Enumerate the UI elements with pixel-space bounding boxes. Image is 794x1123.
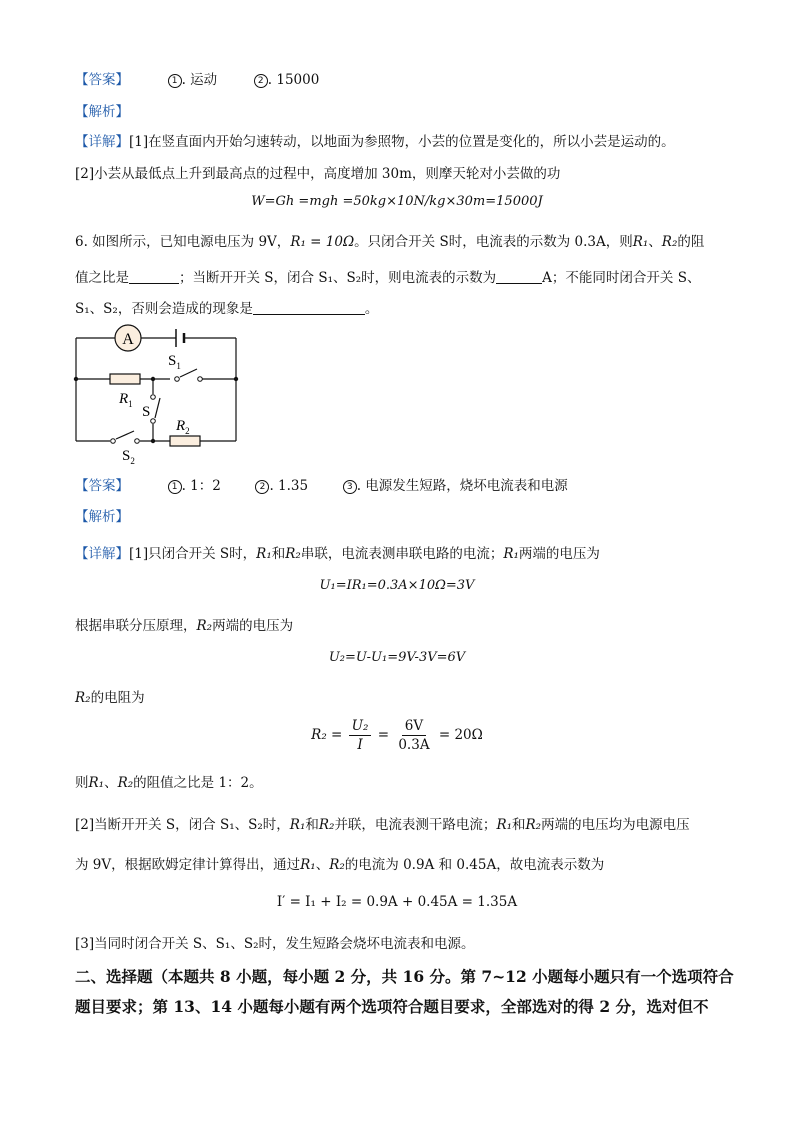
answer-3: . 电源发生短路，烧坏电流表和电源 xyxy=(356,478,568,494)
q6-detail-3 xyxy=(75,686,145,706)
circled-number-1: 1 xyxy=(168,74,182,88)
r1-symbol: R₁ xyxy=(632,234,649,250)
detail-text: 并联，电流表测干路电流； xyxy=(334,817,497,833)
detail-tag: 【详解】 xyxy=(75,134,129,150)
q5-formula: W=Gh =mgh =50kg×10N/kg×30m=15000J xyxy=(251,194,543,209)
q5-detail-1 xyxy=(75,130,675,150)
detail-text: 和 xyxy=(305,817,319,833)
r1-value: R₁ = 10Ω xyxy=(290,234,355,250)
r2-symbol: R₂ xyxy=(525,817,542,833)
analysis-tag: 【解析】 xyxy=(75,509,129,525)
detail-text: 为 9V，根据欧姆定律计算得出，通过 xyxy=(75,857,301,873)
answer-blank-2 xyxy=(496,271,542,284)
detail-text: 的阻值之比是 1：2。 xyxy=(133,775,263,791)
fraction-6v-over-03a: $\frac{6V}{0.3A}$ xyxy=(398,718,430,753)
detail-text: 的电流为 0.9A 和 0.45A，故电流表示数为 xyxy=(344,857,605,873)
answer-blank-1 xyxy=(129,271,179,284)
answer-blank-3 xyxy=(253,302,365,315)
answer-1: . 运动 xyxy=(181,72,218,88)
stem-text: 值之比是 xyxy=(75,270,129,286)
detail-text: 串联，电流表测串联电路的电流； xyxy=(300,546,504,562)
r2-symbol: R₂ xyxy=(329,857,345,873)
section-2-heading-line-2: 题目要求；第 13、14 小题每小题有两个选项符合题目要求，全部选对的得 2 分，选对但不 xyxy=(75,997,709,1016)
q6-answer-line xyxy=(75,474,568,494)
detail-text: [2]当断开开关 S，闭合 S₁、S₂时， xyxy=(75,817,290,833)
circuit-diagram xyxy=(60,318,260,468)
stem-text: S₁、S₂，否则会造成的现象是 xyxy=(75,301,253,317)
equation-r2 xyxy=(0,717,794,754)
r2-symbol: R₂ xyxy=(285,546,301,562)
r2-symbol: R₂ xyxy=(117,775,134,791)
eq-rhs: = 20Ω xyxy=(438,727,483,743)
r1-symbol: R₁ xyxy=(88,775,105,791)
answer-2: . 15000 xyxy=(267,72,320,88)
r1-symbol: R₁ xyxy=(496,817,513,833)
q6-stem-line-3 xyxy=(75,297,378,317)
analysis-tag: 【解析】 xyxy=(75,104,129,120)
q6-detail-2 xyxy=(75,614,293,634)
detail-tag: 【详解】 xyxy=(75,546,129,562)
r1-symbol: R₁ xyxy=(503,546,519,562)
circled-number-1: 1 xyxy=(168,480,182,494)
detail-text: [1]只闭合开关 S时， xyxy=(129,546,257,562)
answer-1: . 1：2 xyxy=(181,478,221,494)
stem-text: 6. 如图所示，已知电源电压为 9V， xyxy=(75,234,291,250)
detail-text: 和 xyxy=(512,817,526,833)
stem-text: 、 xyxy=(648,234,662,250)
r1-symbol: R₁ xyxy=(289,817,306,833)
equation-u1: U₁=IR₁=0.3A×10Ω=3V xyxy=(319,578,475,593)
r2-symbol: R₂ xyxy=(75,690,91,706)
detail-text: 两端的电压均为电源电压 xyxy=(541,817,690,833)
q6-stem-line-1 xyxy=(75,230,704,250)
label-r1: $R_1$ xyxy=(119,391,133,409)
resistor-r2 xyxy=(170,436,200,446)
fraction-u2-over-i: $\frac{\text{U₂}}{I}$ xyxy=(349,717,372,754)
ammeter-label: A xyxy=(122,331,134,348)
q5-answer-line xyxy=(75,68,319,88)
answer-tag: 【答案】 xyxy=(75,478,129,494)
detail-text: [1]在竖直面内开始匀速转动，以地面为参照物，小芸的位置是变化的，所以小芸是运动的。 xyxy=(129,134,675,150)
section-2-heading-line-1: 二、选择题（本题共 8 小题，每小题 2 分，共 16 分。第 7~12 小题每小题只有一个选项符合 xyxy=(75,967,734,986)
r1-symbol: R₁ xyxy=(300,857,316,873)
detail-text: 则 xyxy=(75,775,89,791)
resistor-r1 xyxy=(110,374,140,384)
q5-detail-2: [2]小芸从最低点上升到最高点的过程中，高度增加 30m，则摩天轮对小芸做的功 xyxy=(75,166,561,182)
label-s1: $S_1$ xyxy=(168,353,181,371)
eq-sign: = xyxy=(377,727,390,743)
q6-detail-7: [3]当同时闭合开关 S、S₁、S₂时，发生短路会烧坏电流表和电源。 xyxy=(75,936,475,952)
junction-dots xyxy=(74,377,238,443)
circled-number-2: 2 xyxy=(255,480,269,494)
detail-text: 的电阻为 xyxy=(90,690,145,706)
label-s2: $S_2$ xyxy=(122,448,135,466)
q6-detail-5 xyxy=(75,813,690,833)
eq-lhs: R₂ = xyxy=(311,727,343,743)
equation-u2: U₂=U-U₁=9V-3V=6V xyxy=(328,650,466,665)
r2-symbol: R₂ xyxy=(318,817,335,833)
label-r2: $R_2$ xyxy=(176,418,190,436)
r1-symbol: R₁ xyxy=(256,546,272,562)
detail-text: 、 xyxy=(104,775,118,791)
stem-text: 。 xyxy=(364,301,379,317)
circled-number-2: 2 xyxy=(254,74,268,88)
equation-total-current: I′ = I₁ + I₂ = 0.9A + 0.45A = 1.35A xyxy=(276,894,518,910)
r2-symbol: R₂ xyxy=(196,618,213,634)
detail-text: 、 xyxy=(315,857,330,873)
stem-text: A；不能同时闭合开关 S、 xyxy=(542,270,701,286)
q6-detail-1 xyxy=(75,542,600,562)
r2-symbol: R₂ xyxy=(661,234,678,250)
detail-text: 两端的电压为 xyxy=(518,546,600,562)
detail-text: 两端的电压为 xyxy=(212,618,294,634)
q6-detail-4 xyxy=(75,771,263,791)
stem-text: 的阻 xyxy=(677,234,705,250)
detail-text: 和 xyxy=(271,546,286,562)
q6-stem-line-2 xyxy=(75,266,700,286)
stem-text: ；当断开开关 S，闭合 S₁、S₂时，则电流表的示数为 xyxy=(179,270,497,286)
detail-text: 根据串联分压原理， xyxy=(75,618,197,634)
answer-tag: 【答案】 xyxy=(75,72,129,88)
answer-2: . 1.35 xyxy=(269,478,309,494)
q6-detail-6 xyxy=(75,853,604,873)
label-s: S xyxy=(142,404,151,420)
stem-text: 。只闭合开关 S时，电流表的示数为 0.3A，则 xyxy=(354,234,633,250)
circled-number-3: 3 xyxy=(343,480,357,494)
